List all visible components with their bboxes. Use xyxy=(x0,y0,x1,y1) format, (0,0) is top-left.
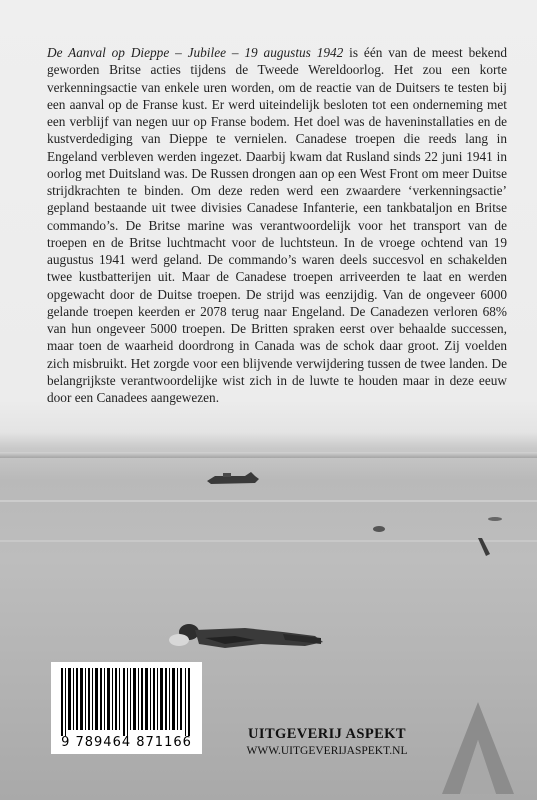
barcode-bars xyxy=(59,668,194,736)
debris-small xyxy=(487,516,503,522)
landing-craft-icon xyxy=(205,470,261,486)
debris-small xyxy=(372,525,386,533)
fallen-soldier-figure xyxy=(165,618,327,656)
surf-line xyxy=(0,540,537,542)
blurb-body: is één van de meest bekend geworden Britse acties tijdens de Tweede Wereldoorlog. Het zou een korte verkenningsactie van enkele uren worden, om de reactie van de Duitsers te testen bij een aanval op de Franse kust. Er werd uiteindelijk besloten tot een onderneming met een verblijf van negen uur op Franse bodem. Het doel was de haveninstallaties en de kustverdediging van Dieppe te vernielen. Canadese troepen die reeds lang in Engeland verbleven werden ingezet. Daarbij kwam dat Rusland sinds 22 juni 1941 in oorlog met Duitsland was. De Russen drongen aan op een West Front om meer Duitse strijdkrachten te binden. Om deze reden werd een zwaardere ‘verkenningsactie’ gepland bestaande uit twee divisies Canadese Infanterie, een tankbataljon en Britse commando’s. De Britse marine was verantwoordelijk voor het transport van de troepen en de Britse luchtmacht voor de luchtsteun. In de vroege ochtend van 19 augustus 1941 werd geland. De commando’s waren deels succesvol en schakelden twee kustbatterijen uit. Maar de Canadese troepen arriveerden te laat en werden opgewacht door de Duitse troepen. De strijd was eenzijdig. Van de ongeveer 6000 gelande troepen keerden er 2078 terug naar Engeland. De Canadezen verloren 68% van hun ongeveer 5000 troepen. De Britten spraken eerst over behaalde successen, maar toen de waarheid doordrong in Canada was de schok daar groot. Zij voelden zich misbruikt. Het zorgde voor een blijvende verwijdering tussen de twee landen. De belangrijkste verantwoordelijke wist zich in de luwte te houden maar in deze eeuw door een Canadees aangewezen. xyxy=(47,45,508,405)
barcode xyxy=(51,662,202,754)
barcode-digits: 9 789464 871166 xyxy=(61,735,192,750)
aspekt-logo-icon xyxy=(440,700,516,796)
surf-line xyxy=(0,500,537,502)
debris-post xyxy=(474,536,494,558)
publisher-name: UITGEVERIJ ASPEKT xyxy=(248,726,406,742)
blurb-title: De Aanval op Dieppe – Jubilee – 19 augustus 1942 xyxy=(47,45,344,60)
blurb-text xyxy=(47,44,507,406)
sea-horizon xyxy=(0,452,537,458)
publisher-website: WWW.UITGEVERIJASPEKT.NL xyxy=(246,745,408,757)
